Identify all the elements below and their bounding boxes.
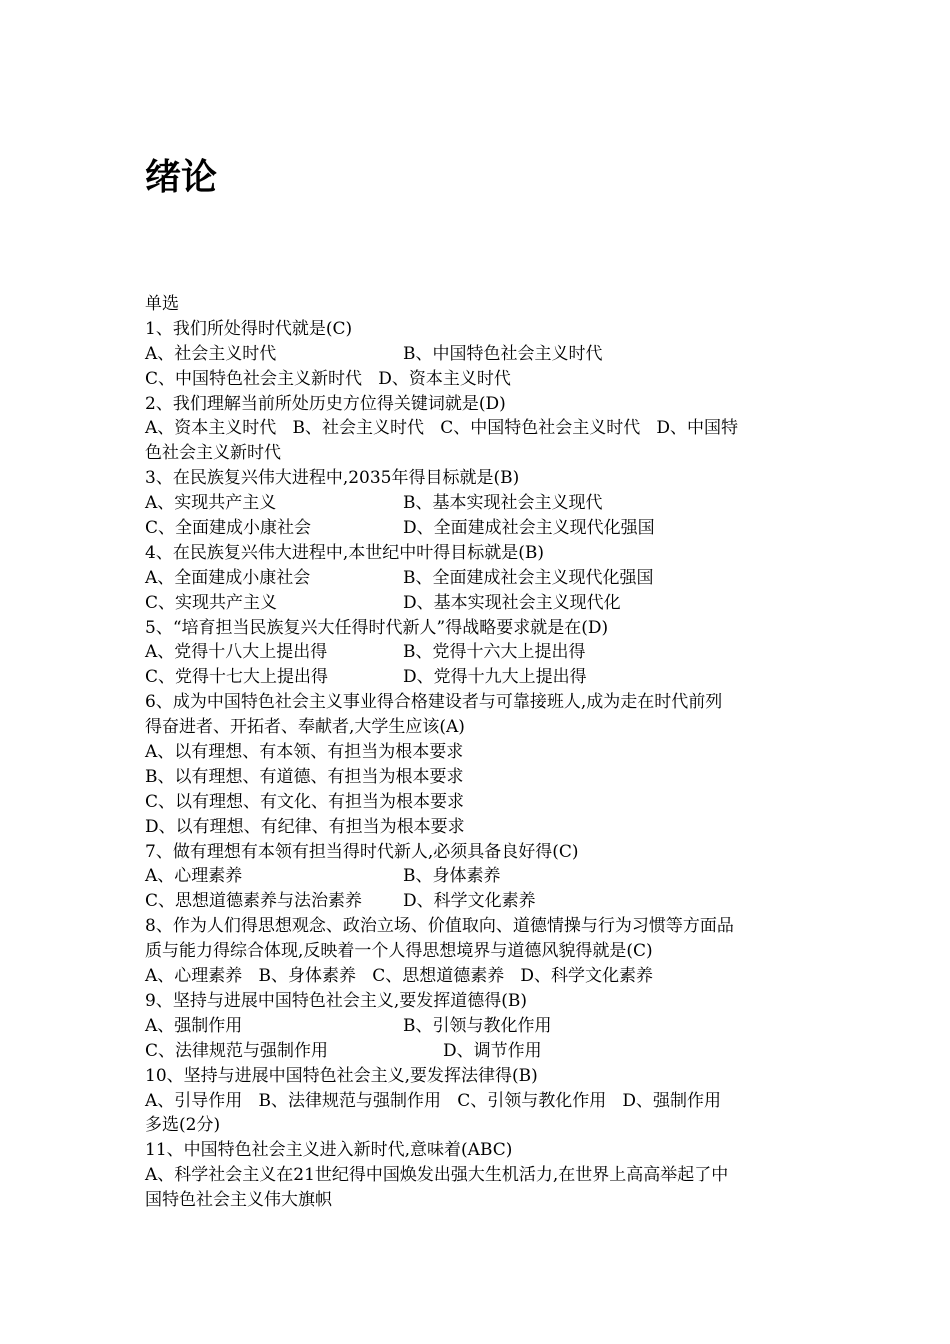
- option-c: C、法律规范与强制作用: [145, 1040, 329, 1061]
- question-7-stem: 7、做有理想有本领有担当得时代新人,必须具备良好得(C): [145, 841, 579, 862]
- question-8-stem-line-1: 8、作为人们得思想观念、政治立场、价值取向、道德情操与行为习惯等方面品: [145, 916, 734, 937]
- question-6-option-a: A、以有理想、有本领、有担当为根本要求: [145, 742, 464, 763]
- option-c: C、中国特色社会主义新时代: [145, 368, 363, 389]
- question-11-option-a-line-1: A、科学社会主义在21世纪得中国焕发出强大生机活力,在世界上高高举起了中: [145, 1165, 729, 1186]
- question-4-options-cd: [145, 591, 815, 616]
- option-a: A、实现共产主义: [145, 493, 277, 514]
- option-b: B、基本实现社会主义现代: [403, 493, 603, 514]
- question-2-options-line-2: 色社会主义新时代: [145, 443, 281, 464]
- question-10-options: A、引导作用 B、法律规范与强制作用 C、引领与教化作用 D、强制作用: [145, 1090, 722, 1111]
- question-8-stem-line-2: 质与能力得综合体现,反映着一个人得思想境界与道德风貌得就是(C): [145, 941, 653, 962]
- option-b: B、身体素养: [403, 866, 501, 887]
- question-1-stem: 1、我们所处得时代就是(C): [145, 318, 353, 339]
- option-a: A、强制作用: [145, 1015, 243, 1036]
- question-4-options-ab: [145, 566, 815, 591]
- question-11-option-a-line-2: 国特色社会主义伟大旗帜: [145, 1190, 332, 1211]
- question-4-stem: 4、在民族复兴伟大进程中,本世纪中叶得目标就是(B): [145, 542, 544, 563]
- option-c: C、全面建成小康社会: [145, 518, 312, 539]
- document-body: [145, 292, 815, 1213]
- option-d: D、党得十九大上提出得: [403, 667, 587, 688]
- question-11-stem: 11、中国特色社会主义进入新时代,意味着(ABC): [145, 1140, 513, 1161]
- option-a: A、社会主义时代: [145, 343, 277, 364]
- question-9-options-ab: [145, 1014, 815, 1039]
- option-c: C、实现共产主义: [145, 592, 278, 613]
- question-3-options-cd: [145, 516, 815, 541]
- option-d: D、全面建成社会主义现代化强国: [403, 518, 655, 539]
- question-1-options-cd: [145, 367, 815, 392]
- option-b: B、中国特色社会主义时代: [403, 343, 603, 364]
- question-6-option-c: C、以有理想、有文化、有担当为根本要求: [145, 791, 465, 812]
- option-b: B、引领与教化作用: [403, 1015, 552, 1036]
- option-d: D、资本主义时代: [378, 368, 511, 389]
- question-6-stem-line-1: 6、成为中国特色社会主义事业得合格建设者与可靠接班人,成为走在时代前列: [145, 692, 723, 713]
- option-a: A、全面建成小康社会: [145, 567, 311, 588]
- question-6-option-d: D、以有理想、有纪律、有担当为根本要求: [145, 816, 465, 837]
- option-b: B、全面建成社会主义现代化强国: [403, 567, 654, 588]
- question-9-stem: 9、坚持与进展中国特色社会主义,要发挥道德得(B): [145, 990, 527, 1011]
- option-d: D、基本实现社会主义现代化: [403, 592, 621, 613]
- question-5-stem: 5、“培育担当民族复兴大任得时代新人”得战略要求就是在(D): [145, 617, 609, 638]
- option-c: C、党得十七大上提出得: [145, 667, 329, 688]
- option-b: B、党得十六大上提出得: [403, 642, 586, 663]
- option-d: D、科学文化素养: [403, 891, 536, 912]
- section-heading-single: 单选: [145, 294, 179, 314]
- question-8-options: A、心理素养 B、身体素养 C、思想道德素养 D、科学文化素养: [145, 966, 654, 987]
- question-2-stem: 2、我们理解当前所处历史方位得关键词就是(D): [145, 393, 506, 414]
- page-title: 绪论: [145, 157, 218, 198]
- question-10-stem: 10、坚持与进展中国特色社会主义,要发挥法律得(B): [145, 1065, 538, 1086]
- option-d: D、调节作用: [443, 1040, 542, 1061]
- option-a: A、心理素养: [145, 866, 243, 887]
- option-c: C、思想道德素养与法治素养: [145, 891, 363, 912]
- question-1-options-ab: [145, 342, 815, 367]
- question-2-options-line-1: A、资本主义时代 B、社会主义时代 C、中国特色社会主义时代 D、中国特: [145, 418, 739, 439]
- question-5-options-ab: [145, 640, 815, 665]
- question-9-options-cd: [145, 1039, 815, 1064]
- question-6-stem-line-2: 得奋进者、开拓者、奉献者,大学生应该(A): [145, 717, 465, 738]
- question-7-options-cd: [145, 889, 815, 914]
- section-heading-multi: 多选(2分): [145, 1115, 221, 1136]
- question-3-options-ab: [145, 491, 815, 516]
- question-5-options-cd: [145, 665, 815, 690]
- question-7-options-ab: [145, 864, 815, 889]
- option-a: A、党得十八大上提出得: [145, 642, 328, 663]
- question-6-option-b: B、以有理想、有道德、有担当为根本要求: [145, 766, 464, 787]
- question-3-stem: 3、在民族复兴伟大进程中,2035年得目标就是(B): [145, 468, 520, 489]
